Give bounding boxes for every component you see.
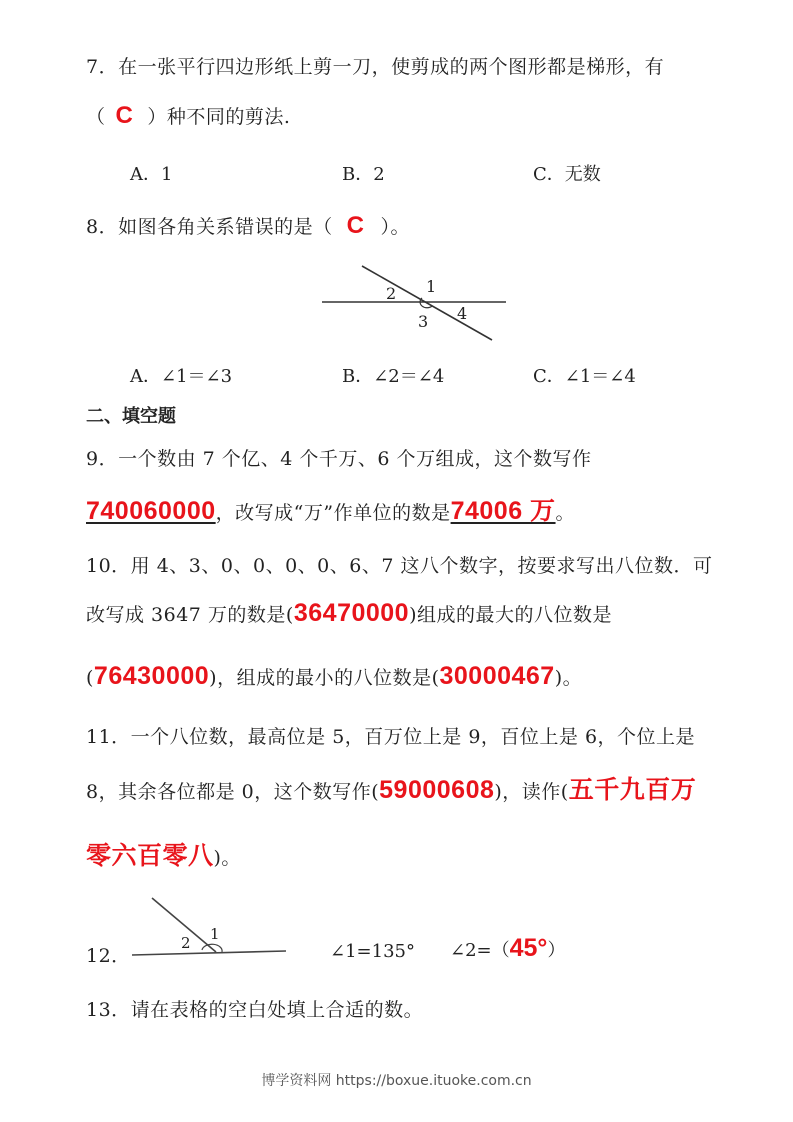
q10-answer1: 36470000 bbox=[293, 599, 410, 627]
q7-line1: 7．在一张平行四边形纸上剪一刀，使剪成的两个图形都是梯形，有 bbox=[86, 56, 665, 78]
q12-angle1: ∠1=135° bbox=[330, 941, 415, 962]
q10-answer2: 76430000 bbox=[93, 662, 210, 690]
q12-angle2-prefix: ∠2=（ bbox=[450, 940, 510, 961]
q7-option-b: B．2 bbox=[342, 164, 385, 185]
q7-close: ）种不同的剪法. bbox=[147, 106, 291, 128]
q9-line2 bbox=[86, 491, 575, 527]
q8-answer: C bbox=[346, 212, 365, 239]
q12-number: 12． bbox=[86, 945, 131, 967]
q13-text: 13．请在表格的空白处填上合适的数。 bbox=[86, 999, 424, 1021]
q12-angle-figure bbox=[128, 894, 290, 962]
q8-line bbox=[86, 212, 410, 240]
q8-label-4: 4 bbox=[457, 304, 468, 323]
q8-label-3: 3 bbox=[418, 312, 429, 331]
section-title: 二、填空题 bbox=[86, 406, 176, 427]
q7-option-a: A．1 bbox=[130, 164, 173, 185]
q7-line2 bbox=[86, 102, 290, 130]
q11-line2 bbox=[86, 770, 696, 806]
q10-line2-a: 改写成 3647 万的数是( bbox=[86, 604, 294, 626]
q12-close: ） bbox=[547, 940, 566, 961]
q11-line3 bbox=[86, 836, 241, 872]
q11-line3-end: )。 bbox=[213, 847, 241, 869]
q7-answer: C bbox=[115, 102, 134, 129]
q11-line2-b: )，读作( bbox=[494, 781, 569, 803]
q12-answer: 45° bbox=[509, 934, 548, 962]
q7-option-c: C．无数 bbox=[533, 164, 601, 185]
footer-watermark: 博学资料网 https://boxue.ituoke.com.cn bbox=[261, 1073, 532, 1089]
q10-line3-end: )。 bbox=[554, 667, 583, 689]
q8-option-b: B．∠2＝∠4 bbox=[342, 366, 445, 387]
q10-line3-open: ( bbox=[86, 667, 94, 689]
q12-label-1: 1 bbox=[210, 925, 220, 943]
q11-answer2a: 五千九百万 bbox=[568, 776, 697, 804]
q10-answer3: 30000467 bbox=[439, 662, 555, 690]
q10-line3 bbox=[86, 662, 582, 691]
q12-angle2 bbox=[450, 934, 565, 963]
q9-end: 。 bbox=[555, 502, 576, 524]
q11-line1: 11．一个八位数，最高位是 5，百万位上是 9，百位上是 6，个位上是 bbox=[86, 726, 696, 748]
q9-answer1: 740060000 bbox=[86, 497, 216, 525]
q9-line1: 9．一个数由 7 个亿、4 个千万、6 个万组成，这个数写作 bbox=[86, 448, 592, 470]
q12-base-line bbox=[132, 951, 286, 955]
q8-option-c: C．∠1＝∠4 bbox=[533, 366, 636, 387]
q8-angle-figure bbox=[318, 262, 518, 346]
q12-label-2: 2 bbox=[181, 934, 191, 952]
q10-line1: 10．用 4、3、0、0、0、0、6、7 这八个数字，按要求写出八位数．可 bbox=[86, 555, 713, 577]
q11-line2-a: 8，其余各位都是 0，这个数写作( bbox=[86, 781, 380, 803]
q8-text: 8．如图各角关系错误的是（ bbox=[86, 216, 333, 238]
q11-answer1: 59000608 bbox=[379, 776, 495, 804]
q10-line2 bbox=[86, 599, 612, 628]
q10-line2-b: )组成的最大的八位数是 bbox=[409, 604, 613, 626]
q8-label-2: 2 bbox=[386, 284, 397, 303]
q9-mid: ，改写成“万”作单位的数是 bbox=[215, 502, 451, 524]
q7-open: （ bbox=[86, 106, 106, 128]
q11-answer2b: 零六百零八 bbox=[86, 842, 214, 870]
q8-option-a: A．∠1＝∠3 bbox=[130, 366, 233, 387]
q9-answer2: 74006 万 bbox=[450, 497, 556, 525]
q8-close: ）。 bbox=[380, 216, 410, 238]
q8-label-1: 1 bbox=[426, 277, 437, 296]
q10-line3-mid: )，组成的最小的八位数是( bbox=[209, 667, 440, 689]
